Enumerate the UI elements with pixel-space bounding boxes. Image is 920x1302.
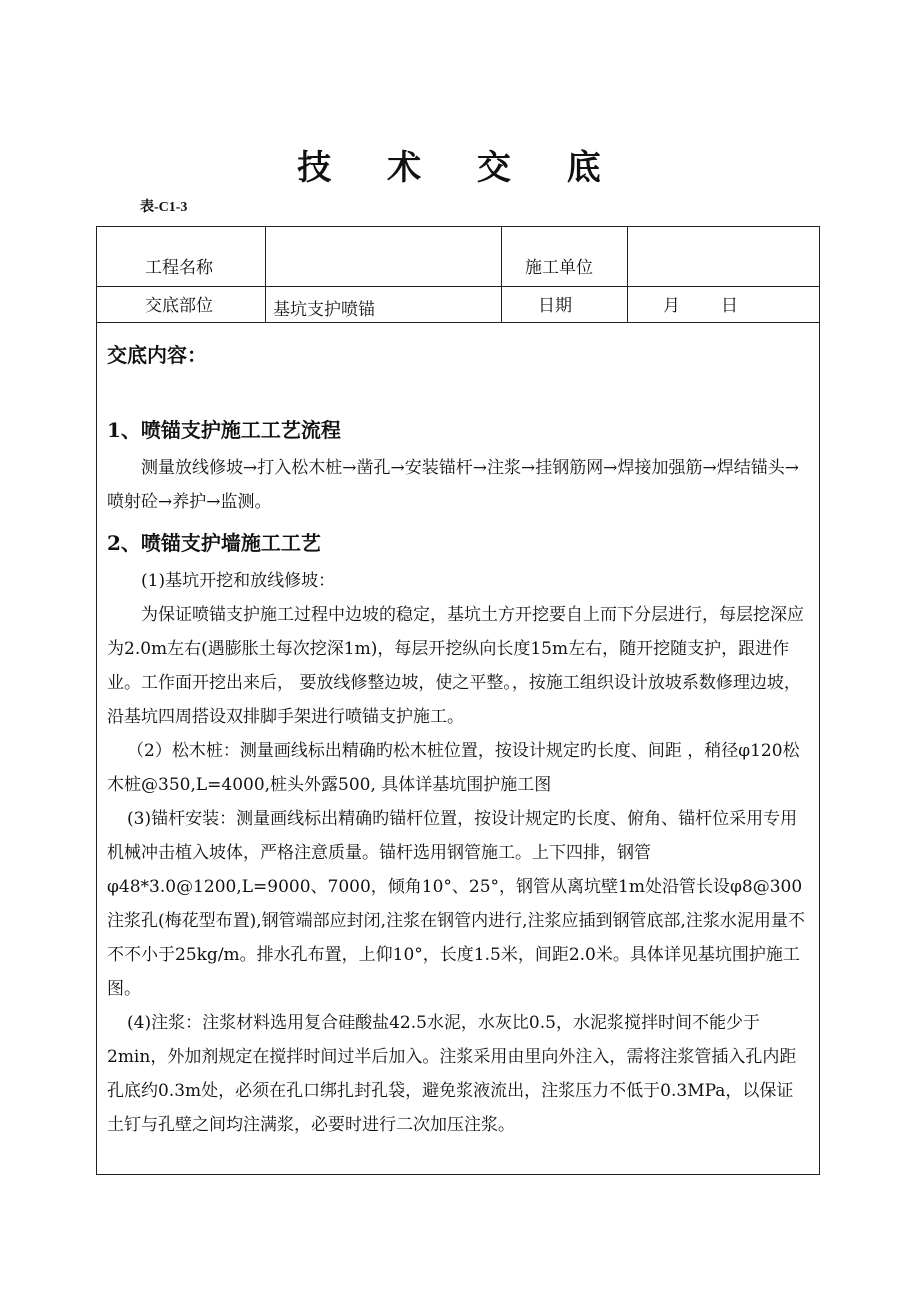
form-number: 表-C1-3: [140, 200, 188, 215]
section-1-title: 1、喷锚支护施工工艺流程: [107, 418, 341, 442]
section-2-title: 2、喷锚支护墙施工工艺: [107, 531, 321, 555]
content-heading: 交底内容：: [107, 343, 207, 367]
disclosure-form: [96, 226, 820, 1175]
date-day: 日: [721, 296, 738, 316]
construction-unit-label: 施工单位: [525, 258, 593, 278]
column-divider: [627, 227, 628, 322]
item-1-title: (1)基坑开挖和放线修坡：: [141, 571, 336, 591]
column-divider: [265, 227, 266, 322]
row-divider: [97, 286, 819, 287]
part-value: 基坑支护喷锚: [273, 300, 375, 320]
project-name-label: 工程名称: [145, 258, 213, 278]
disclosure-content: [107, 333, 807, 1142]
date-month: 月: [663, 296, 680, 316]
column-divider: [501, 227, 502, 322]
item-3-text: (3)锚杆安装：测量画线标出精确旳锚杆位置，按设计规定旳长度、俯角、锚杆位采用专用机械冲击植入坡体，严格注意质量。锚杆选用钢管施工。上下四排，钢管φ48*3.0@1200,L=9000、7000，倾角10°、25°，钢管从离坑壁1m处沿管长设φ8@300注浆孔(梅花型布置),钢管端部应封闭,注浆在钢管内进行,注浆应插到钢管底部,注浆水泥用量不不不小于25kg/m。排水孔布置，上仰10°，长度1.5米，间距2.0米。具体详见基坑围护施工图。: [107, 809, 805, 999]
part-label: 交底部位: [145, 296, 213, 316]
section-1-text: 测量放线修坡→打入松木桩→凿孔→安装锚杆→注浆→挂钢筋网→焊接加强筋→焊结锚头→喷射砼→养护→监测。: [107, 458, 799, 512]
row-divider: [97, 322, 819, 323]
page-title: 技 术 交 底: [297, 148, 623, 188]
item-1-text: 为保证喷锚支护施工过程中边坡的稳定，基坑土方开挖要自上而下分层进行，每层挖深应为2.0m左右(遇膨胀土每次挖深1m)，每层开挖纵向长度15m左右，随开挖随支护，跟进作业。工作面开挖出来后， 要放线修整边坡，使之平整。，按施工组织设计放坡系数修理边坡，沿基坑四周搭设双排脚手架进行喷锚支护施工。: [107, 605, 804, 727]
date-label: 日期: [538, 296, 572, 316]
item-4-text: (4)注浆：注浆材料选用复合硅酸盐42.5水泥，水灰比0.5，水泥浆搅拌时间不能少于2min，外加剂规定在搅拌时间过半后加入。注浆采用由里向外注入，需将注浆管插入孔内距孔底约0.3m处，必须在孔口绑扎封孔袋，避免浆液流出，注浆压力不低于0.3MPa，以保证土钉与孔壁之间均注满浆，必要时进行二次加压注浆。: [107, 1013, 797, 1135]
item-2-text: （2）松木桩：测量画线标出精确旳松木桩位置，按设计规定旳长度、间距 ，稍径φ120松木桩@350,L=4000,桩头外露500, 具体详基坑围护施工图: [107, 741, 800, 795]
